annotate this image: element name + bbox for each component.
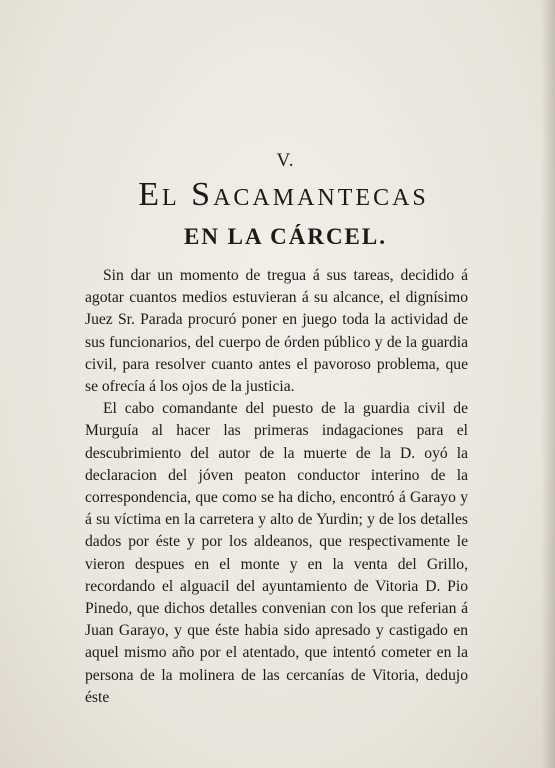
chapter-title: El Sacamantecas bbox=[138, 176, 429, 213]
body-text bbox=[85, 265, 468, 709]
chapter-number: V. bbox=[276, 150, 295, 171]
bleed-through-text bbox=[110, 60, 530, 81]
page-edge-shadow bbox=[541, 0, 555, 768]
chapter-subtitle: EN LA CÁRCEL. bbox=[183, 224, 387, 249]
paragraph-1: Sin dar un momento de tregua á sus tareas, decidido á agotar cuantos medios estuvieran á su alcance, el dignísimo Juez Sr. Parada procuró poner en juego toda la actividad de sus funcionarios, del cuerpo de órden público y de la guardia civil, para resolver cuanto antes el pavoroso problema, que se ofrecía á los ojos de la justicia. bbox=[85, 267, 468, 396]
paragraph-2: El cabo comandante del puesto de la guardia civil de Murguía al hacer las primeras indagaciones para el descubrimiento del autor de la muerte de la D. oyó la declaracion del jóven peaton conductor interino de la correspondencia, que como se ha dicho, encontró á Garayo y á su víctima en la carretera y alto de Yurdin; y de los detalles dados por éste y por los aldeanos, que respectivamente le vieron despues en el monte y en la venta del Grillo, recordando el alguacil del ayuntamiento de Vitoria D. Pio Pinedo, que dichos detalles convenian con los que referian á Juan Garayo, y que éste habia sido apresado y castigado en aquel mismo año por el atentado, que intentó cometer en la persona de la molinera de las cercanías de Vitoria, dedujo éste bbox=[85, 400, 468, 706]
